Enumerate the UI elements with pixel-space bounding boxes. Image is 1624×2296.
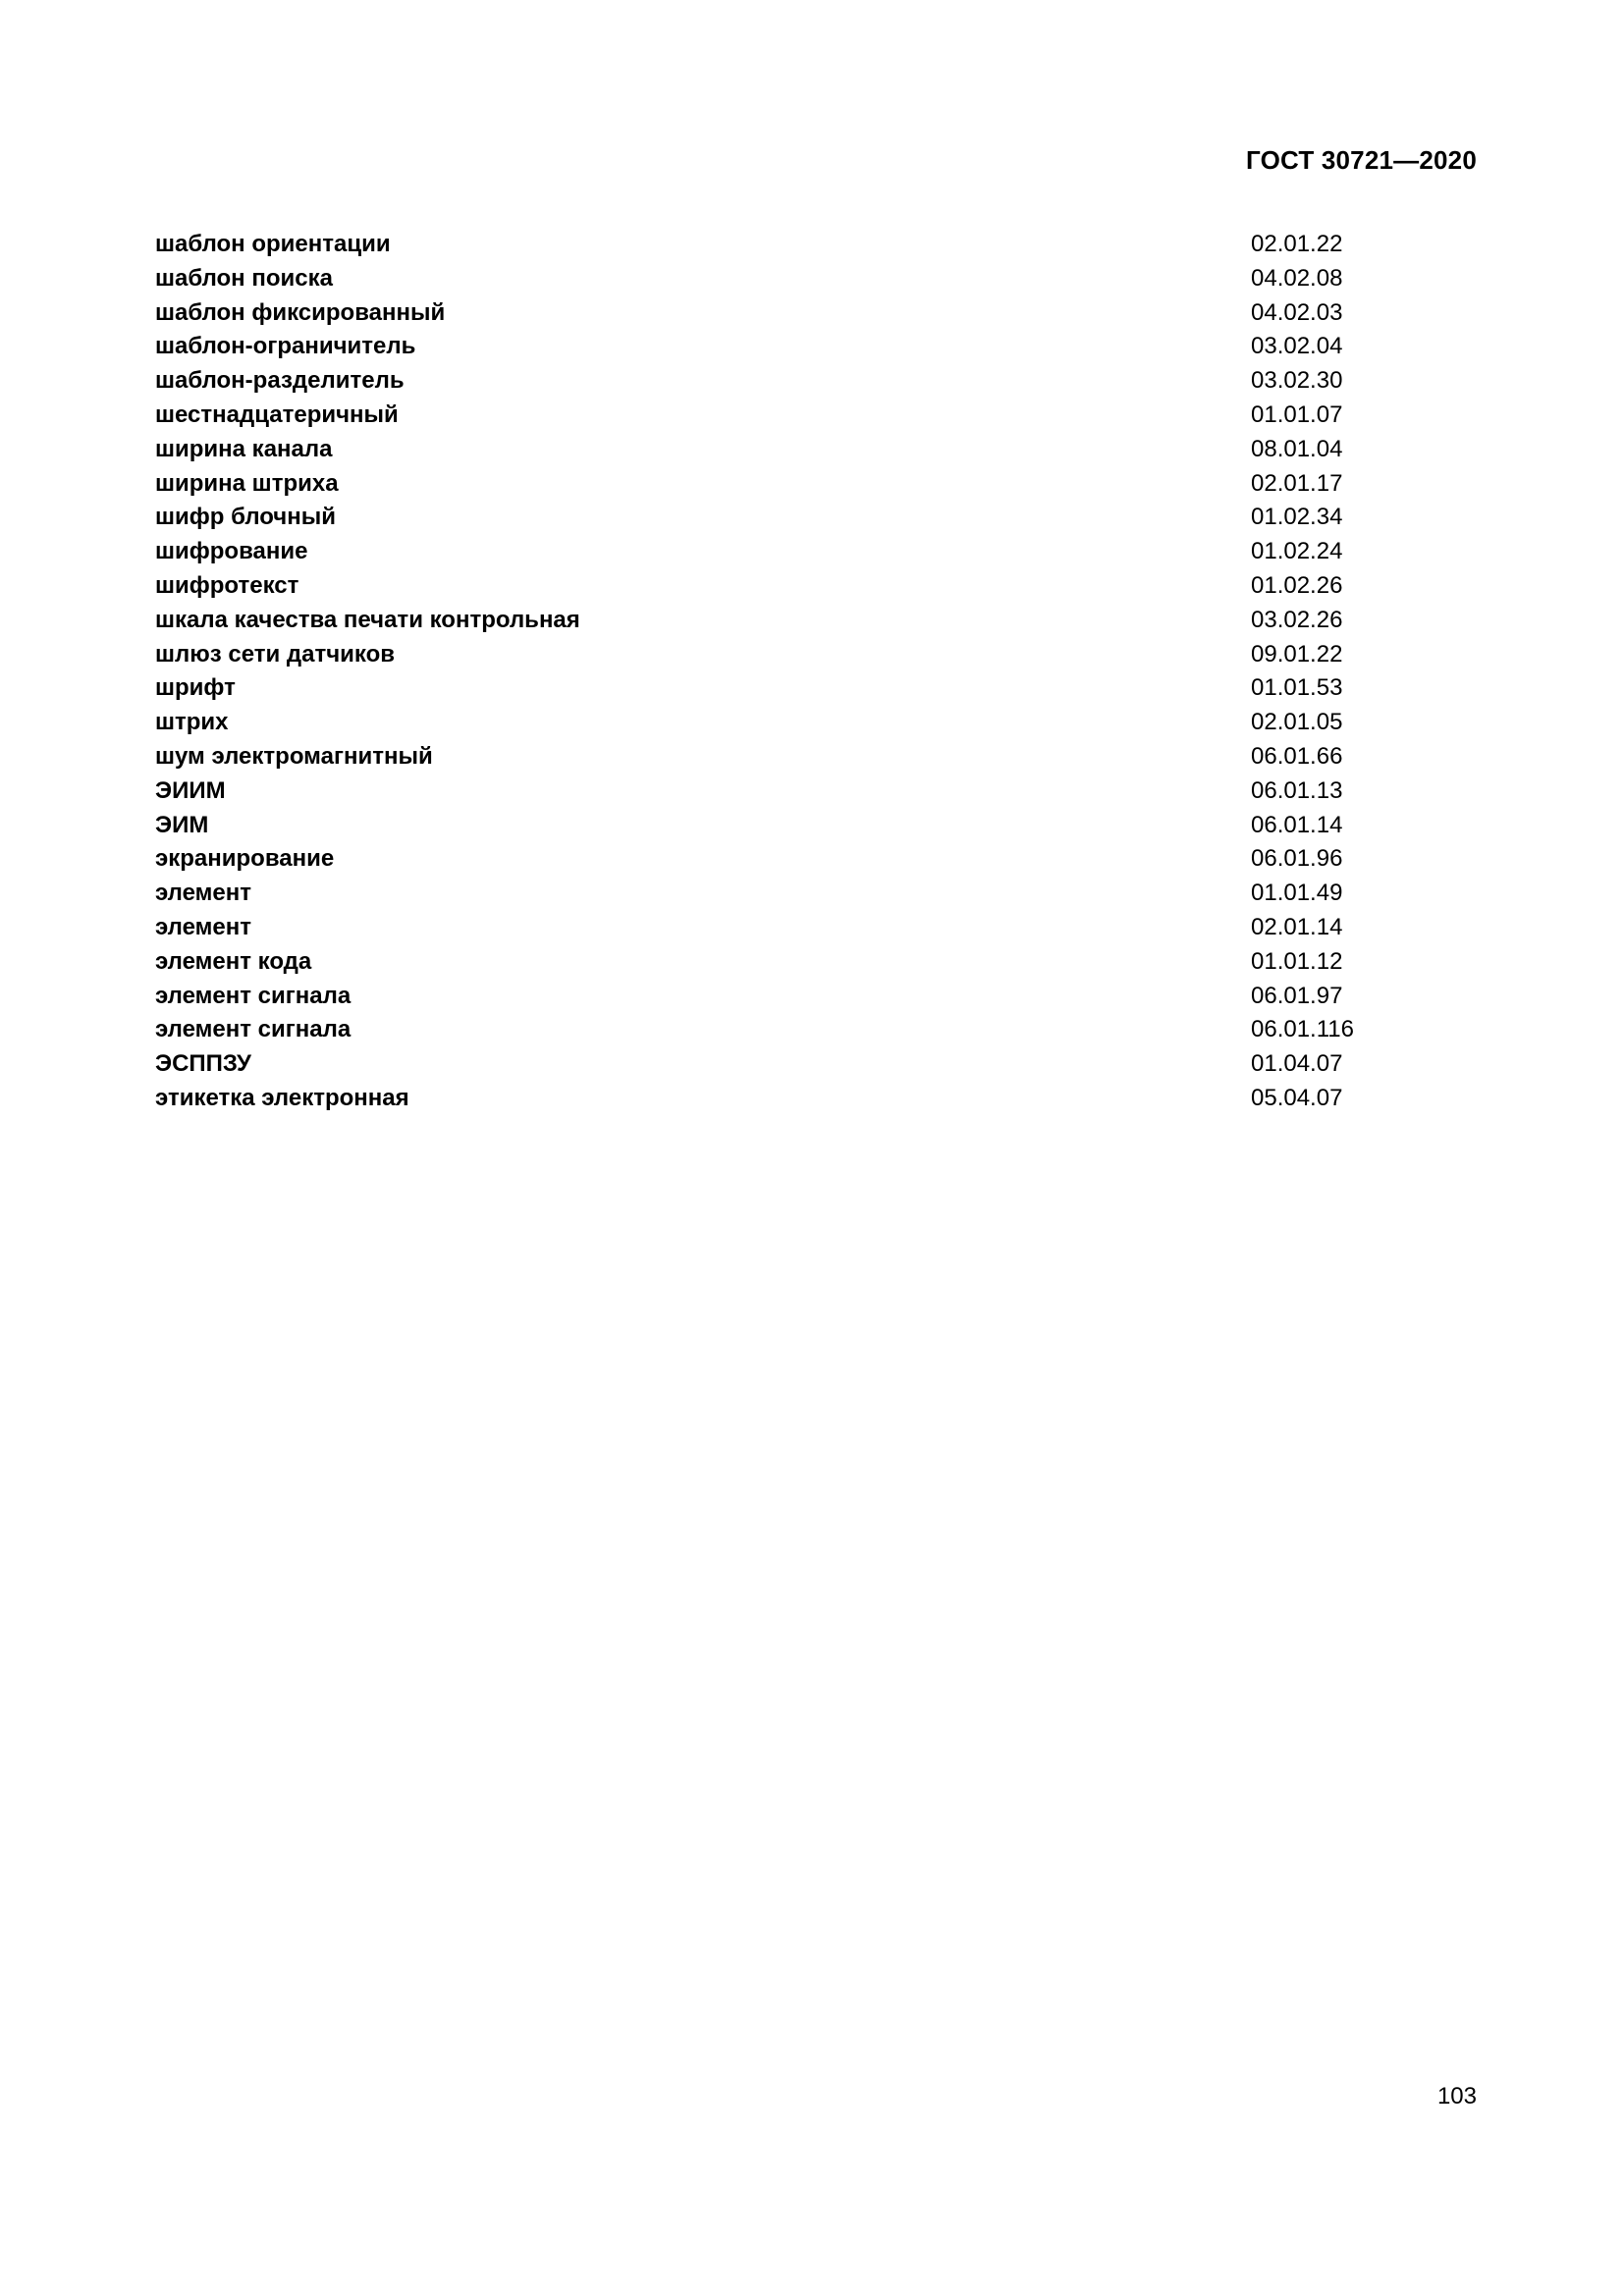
index-entry [155,877,1481,911]
index-entry [155,330,1481,364]
page-number: 103 [1436,2083,1477,2109]
index-entry [155,1082,1481,1116]
index-entry [155,1047,1481,1082]
index-code: 02.01.05 [1251,709,1343,736]
index-code: 06.01.13 [1251,776,1343,804]
index-term: ширина канала [155,435,333,462]
index-entry [155,774,1481,809]
index-term: ЭИМ [155,811,209,838]
index-term: этикетка электронная [155,1084,409,1111]
index-entry [155,433,1481,467]
index-term: шрифт [155,674,236,702]
index-code: 02.01.22 [1251,231,1343,257]
index-entry [155,638,1481,672]
index-entry [155,296,1481,331]
index-entry [155,809,1481,843]
index-term: шестнадцатеричный [155,400,399,428]
index-code: 02.01.17 [1251,469,1343,497]
index-code: 06.01.116 [1251,1016,1354,1043]
index-term: элемент [155,880,251,907]
index-entry [155,364,1481,399]
index-entry [155,569,1481,604]
index-term: шаблон поиска [155,264,333,292]
term-index-list [155,228,1481,1116]
index-term: шифр блочный [155,504,336,531]
index-term: ширина штриха [155,469,339,497]
index-entry [155,604,1481,638]
index-code: 02.01.14 [1251,913,1343,940]
index-entry [155,706,1481,740]
index-term: элемент сигнала [155,1016,352,1043]
index-entry [155,740,1481,774]
index-term: шифрование [155,538,308,565]
index-code: 01.01.49 [1251,880,1343,907]
index-code: 05.04.07 [1251,1084,1343,1111]
index-entry [155,262,1481,296]
index-term: шум электромагнитный [155,742,433,770]
index-code: 01.02.34 [1251,504,1343,531]
index-entry [155,980,1481,1014]
index-term: экранирование [155,845,335,873]
index-entry [155,671,1481,706]
index-entry [155,1013,1481,1047]
index-term: элемент сигнала [155,982,352,1009]
index-code: 03.02.04 [1251,333,1343,360]
index-code: 09.01.22 [1251,640,1343,667]
index-entry [155,501,1481,535]
index-code: 01.02.24 [1251,538,1343,565]
index-term: элемент кода [155,947,312,975]
index-term: ЭСППЗУ [155,1050,251,1078]
index-entry [155,535,1481,569]
index-term: шаблон-разделитель [155,367,405,395]
index-code: 01.01.12 [1251,947,1343,975]
index-entry [155,945,1481,980]
index-entry [155,399,1481,433]
index-term: штрих [155,709,229,736]
index-code: 03.02.30 [1251,367,1343,395]
index-code: 06.01.96 [1251,845,1343,873]
index-entry [155,911,1481,945]
index-code: 06.01.97 [1251,982,1343,1009]
index-term: шкала качества печати контрольная [155,606,580,633]
index-code: 04.02.03 [1251,298,1343,326]
index-term: элемент [155,913,251,940]
index-code: 06.01.66 [1251,742,1343,770]
index-code: 08.01.04 [1251,435,1343,462]
index-entry [155,842,1481,877]
index-term: шаблон ориентации [155,231,391,257]
index-code: 03.02.26 [1251,606,1343,633]
index-code: 01.04.07 [1251,1050,1343,1078]
index-term: шифротекст [155,571,299,599]
index-entry [155,467,1481,502]
index-term: шлюз сети датчиков [155,640,396,667]
index-code: 01.02.26 [1251,571,1343,599]
index-term: шаблон-ограничитель [155,333,416,360]
index-code: 04.02.08 [1251,264,1343,292]
index-code: 01.01.07 [1251,400,1343,428]
index-term: ЭИИМ [155,776,226,804]
index-code: 06.01.14 [1251,811,1343,838]
index-entry [155,228,1481,262]
index-code: 01.01.53 [1251,674,1343,702]
document-code-header: ГОСТ 30721—2020 [1246,145,1477,175]
index-term: шаблон фиксированный [155,298,446,326]
